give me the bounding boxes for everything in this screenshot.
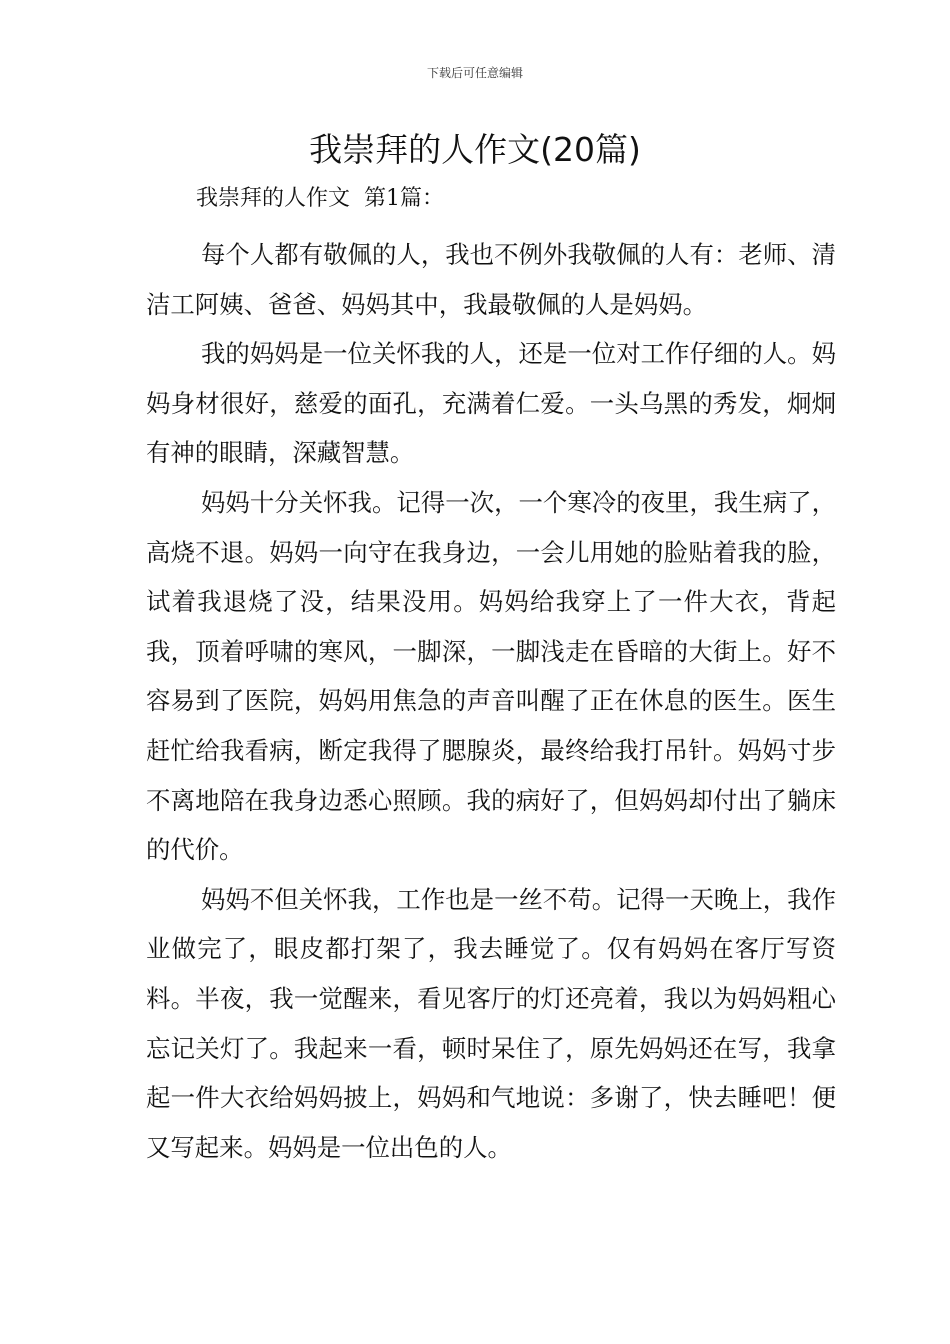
header-note: 下载后可任意编辑 [426,66,523,80]
paragraph-4: 妈妈不但关怀我，工作也是一丝不苟。记得一天晚上，我作业做完了，眼皮都打架了，我去睡觉了。仅有妈妈在客厅写资料。半夜，我一觉醒来，看见客厅的灯还亮着，我以为妈妈粗心忘记关灯了。我起来一看，顿时呆住了，原先妈妈还在写，我拿起一件大衣给妈妈披上，妈妈和气地说：多谢了，快去睡吧！便又写起来。妈妈是一位出色的人。 [146,884,836,1162]
section-subtitle: 我崇拜的人作文 第1篇： [196,186,444,211]
document-title: 我崇拜的人作文(20篇) [309,130,641,169]
essay-body [146,230,836,1172]
paragraph-2: 我的妈妈是一位关怀我的人，还是一位对工作仔细的人。妈妈身材很好，慈爱的面孔，充满着仁爱。一头乌黑的秀发，炯炯有神的眼睛，深藏智慧。 [146,339,836,468]
paragraph-1: 每个人都有敬佩的人，我也不例外我敬佩的人有：老师、清洁工阿姨、爸爸、妈妈其中，我最敬佩的人是妈妈。 [146,240,836,319]
paragraph-3: 妈妈十分关怀我。记得一次，一个寒冷的夜里，我生病了，高烧不退。妈妈一向守在我身边，一会儿用她的脸贴着我的脸，试着我退烧了没，结果没用。妈妈给我穿上了一件大衣，背起我，顶着呼啸的寒风，一脚深，一脚浅走在昏暗的大街上。好不容易到了医院，妈妈用焦急的声音叫醒了正在休息的医生。医生赶忙给我看病，断定我得了腮腺炎，最终给我打吊针。妈妈寸步不离地陪在我身边悉心照顾。我的病好了，但妈妈却付出了躺床的代价。 [146,487,836,865]
